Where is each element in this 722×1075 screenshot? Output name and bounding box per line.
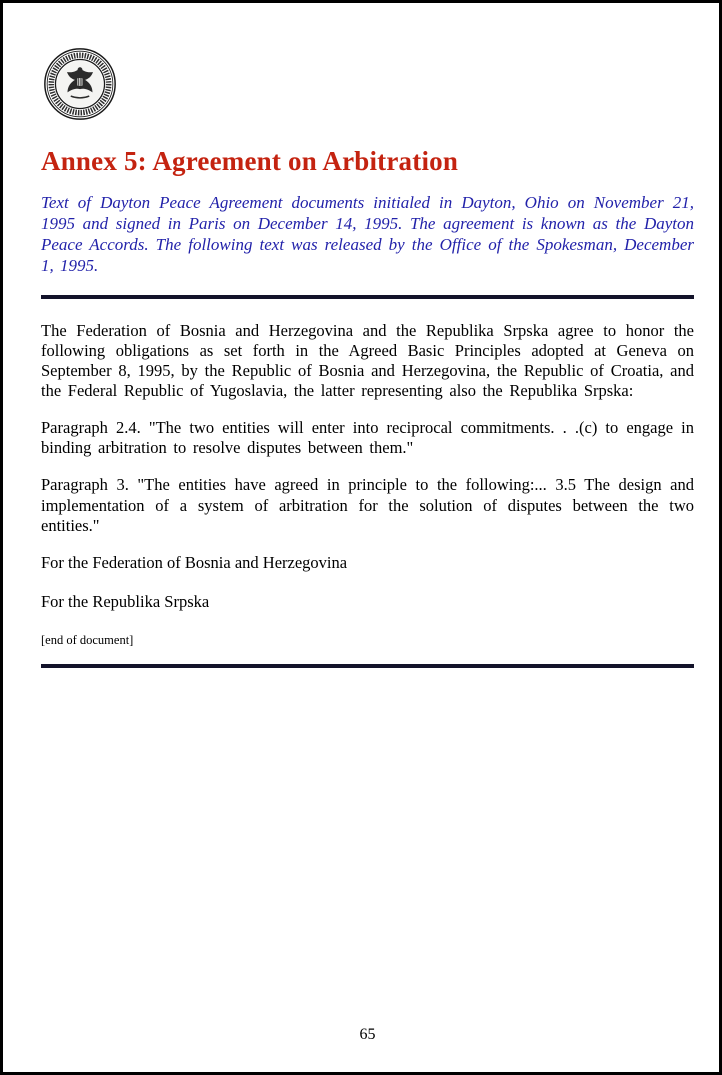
signature-line-federation: For the Federation of Bosnia and Herzegovina xyxy=(41,552,348,572)
page-title: Annex 5: Agreement on Arbitration xyxy=(41,146,459,176)
page-number: 65 xyxy=(359,1026,376,1043)
end-of-document-note: [end of document] xyxy=(41,633,134,648)
state-department-seal-icon xyxy=(43,47,117,121)
divider-top xyxy=(41,295,694,299)
signature-line-srpska: For the Republika Srpska xyxy=(41,591,210,611)
intro-text: Text of Dayton Peace Agreement documents initialed in Dayton, Ohio on November 21, 1995 and signed in Paris on December 14, 1995. The agreement is known as the Dayton Peace Accords. The following text was released by the Office of the Spokesman, December 1, 1995. xyxy=(41,192,694,276)
body-paragraph: Paragraph 3. "The entities have agreed in principle to the following:... 3.5 The design and implementation of a system of arbitration for the solution of disputes between the two entities." xyxy=(41,475,694,535)
divider-bottom xyxy=(41,664,694,668)
body-paragraph: The Federation of Bosnia and Herzegovina and the Republika Srpska agree to honor the following obligations as set forth in the Agreed Basic Principles adopted at Geneva on September 8, 1995, by the Republic of Bosnia and Herzegovina, the Republic of Croatia, and the Federal Republic of Yugoslavia, the latter representing also the Republika Srpska: xyxy=(41,320,694,401)
body-paragraph: Paragraph 2.4. "The two entities will enter into reciprocal commitments. . .(c) to engage in binding arbitration to resolve disputes between them." xyxy=(41,418,694,458)
